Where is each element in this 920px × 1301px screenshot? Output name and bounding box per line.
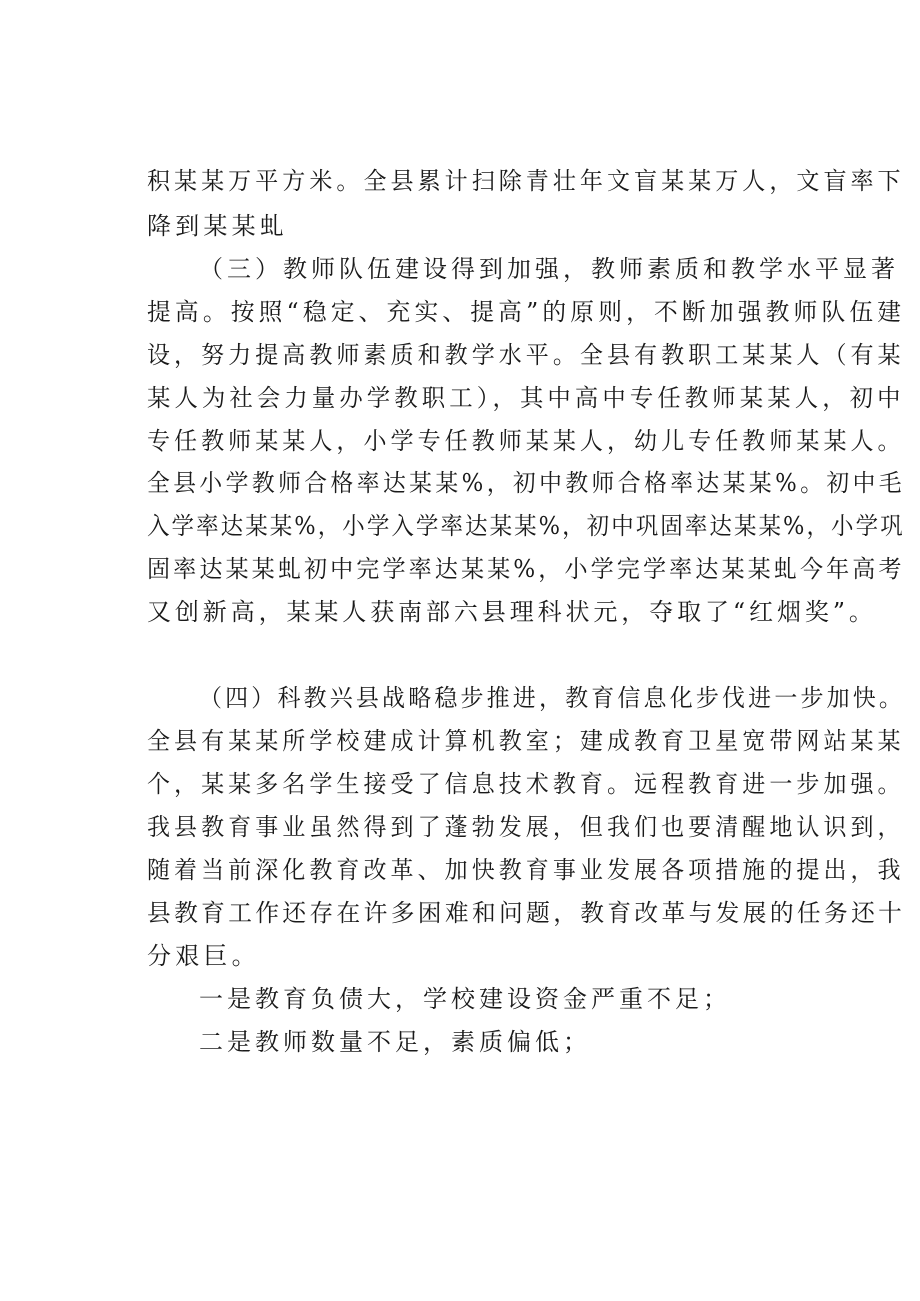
text-line: 设，努力提高教师素质和教学水平。全县有教职工某某人（有某 xyxy=(147,341,905,369)
list-item-2: 二是教师数量不足，素质偏低； xyxy=(199,1028,591,1056)
paragraph-heading-4: （四）科教兴县战略稳步推进，教育信息化步伐进一步加快。 xyxy=(199,684,906,712)
text-line: 专任教师某某人，小学专任教师某某人，幼儿专任教师某某人。 xyxy=(147,427,905,455)
text-line: 又创新高，某某人获南部六县理科状元，夺取了“红烟奖”。 xyxy=(147,598,877,626)
text-line: 我县教育事业虽然得到了蓬勃发展，但我们也要清醒地认识到， xyxy=(147,813,905,841)
text-line: 入学率达某某%，小学入学率达某某%，初中巩固率达某某%，小学巩 xyxy=(147,512,905,540)
text-line: 某人为社会力量办学教职工），其中高中专任教师某某人，初中 xyxy=(147,384,905,412)
paragraph-heading-3: （三）教师队伍建设得到加强，教师素质和教学水平显著 xyxy=(199,255,899,283)
text-line: 个，某某多名学生接受了信息技术教育。远程教育进一步加强。 xyxy=(147,770,905,798)
text-line: 积某某万平方米。全县累计扫除青壮年文盲某某万人，文盲率下 xyxy=(147,167,905,195)
text-line: 降到某某虬 xyxy=(147,212,288,240)
text-line: 分艰巨。 xyxy=(147,942,260,970)
text-line: 固率达某某虬初中完学率达某某%，小学完学率达某某虬今年高考 xyxy=(147,555,905,583)
text-line: 县教育工作还存在许多困难和问题，教育改革与发展的任务还十 xyxy=(147,899,906,927)
list-item-1: 一是教育负债大，学校建设资金严重不足； xyxy=(199,985,731,1013)
text-line: 全县小学教师合格率达某某%，初中教师合格率达某某%。初中毛 xyxy=(147,469,906,497)
text-line: 提高。按照“稳定、充实、提高”的原则，不断加强教师队伍建 xyxy=(147,298,906,326)
text-line: 全县有某某所学校建成计算机教室；建成教育卫星宽带网站某某 xyxy=(147,727,905,755)
text-line: 随着当前深化教育改革、加快教育事业发展各项措施的提出，我 xyxy=(147,856,905,884)
